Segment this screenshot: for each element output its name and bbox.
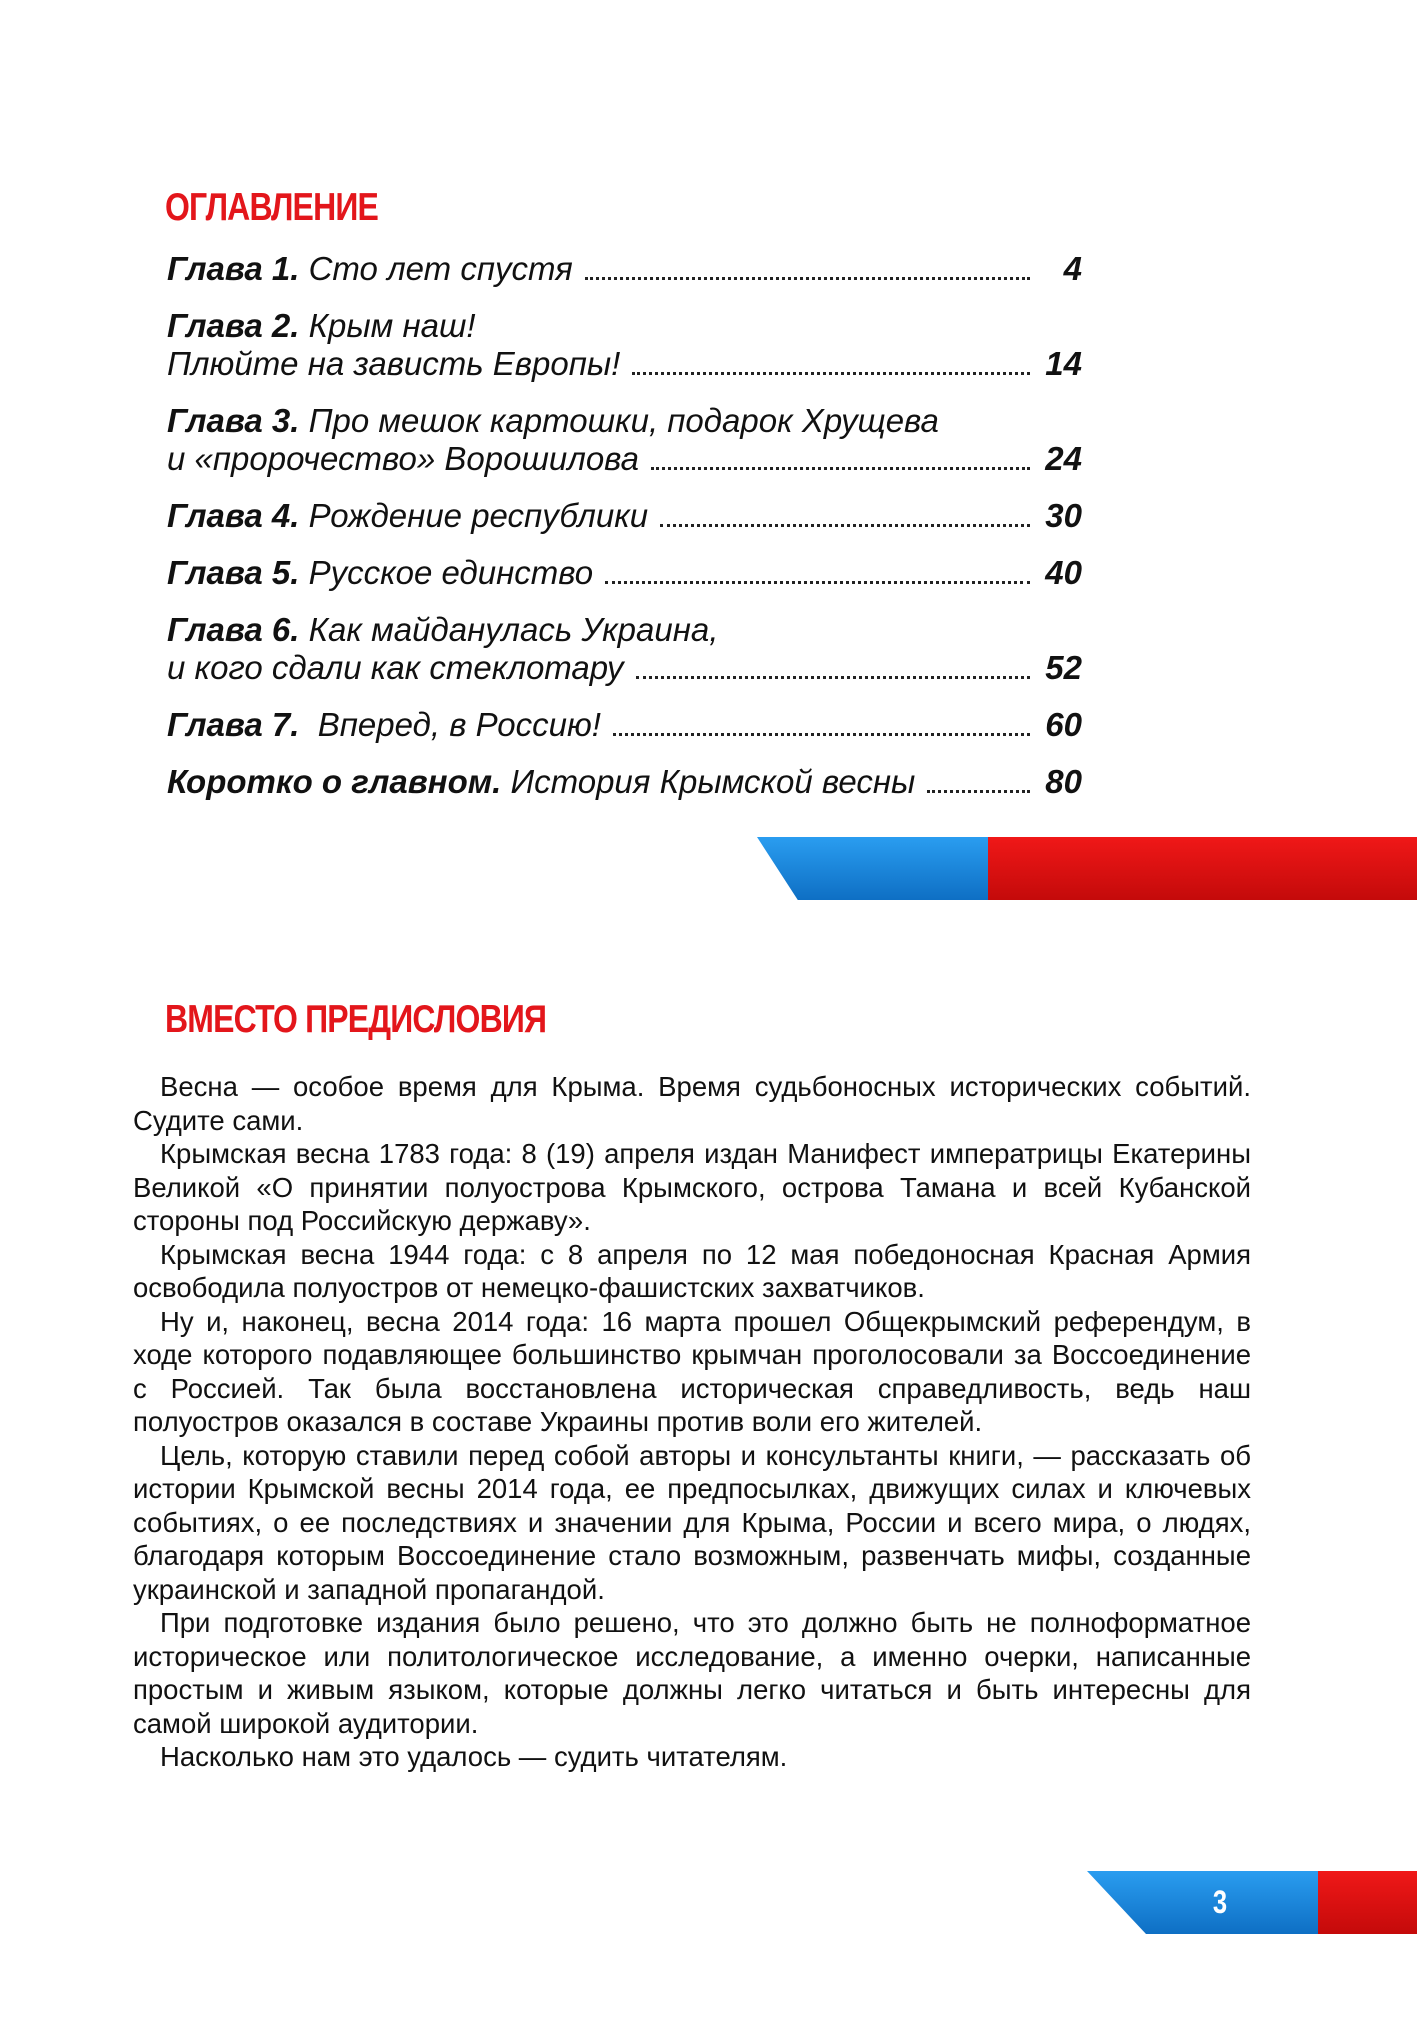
toc-entry-title-cont: и «пророчество» Ворошилова bbox=[167, 440, 640, 477]
toc-entry[interactable] bbox=[167, 763, 1082, 801]
toc-entry-label: Глава 4. bbox=[167, 497, 300, 534]
toc-entry-title: Рождение республики bbox=[308, 497, 649, 534]
toc-leader-dots bbox=[651, 467, 1030, 470]
toc-entry-title: Крым наш! bbox=[308, 307, 476, 344]
toc-entry[interactable] bbox=[167, 497, 1082, 535]
page-number: 3 bbox=[1212, 1884, 1228, 1920]
toc-entry[interactable] bbox=[167, 554, 1082, 592]
toc-leader-dots bbox=[927, 790, 1030, 793]
toc-entry-title-cont: и кого сдали как стеклотару bbox=[167, 649, 624, 686]
toc-entry-label: Глава 3. bbox=[167, 402, 300, 439]
toc-entry-title: Про мешок картошки, подарок Хрущева bbox=[308, 402, 939, 439]
toc-entry-title: Как майданулась Украина, bbox=[308, 611, 719, 648]
toc-leader-dots bbox=[636, 676, 1030, 679]
decorative-band-blue bbox=[757, 837, 997, 900]
toc-entry[interactable] bbox=[167, 706, 1082, 744]
toc-heading: ОГЛАВЛЕНИЕ bbox=[165, 186, 379, 229]
decorative-band-red bbox=[988, 837, 1417, 900]
toc-entry-label: Коротко о главном. bbox=[167, 763, 502, 800]
toc-entry-page: 4 bbox=[1063, 250, 1082, 287]
preface-paragraph: Крымская весна 1783 года: 8 (19) апреля издан Манифест императрицы Екатерины Великой «О принятии полуострова Крымского, острова Тамана и всей Кубанской стороны под Российскую державу». bbox=[133, 1138, 1251, 1236]
preface-paragraph: Насколько нам это удалось — судить читателям. bbox=[160, 1741, 788, 1772]
preface-body bbox=[133, 1070, 1251, 1774]
toc-entry[interactable] bbox=[167, 307, 1082, 383]
toc-entry-title: Русское единство bbox=[308, 554, 594, 591]
table-of-contents bbox=[167, 250, 1082, 801]
toc-leader-dots bbox=[632, 372, 1030, 375]
toc-leader-dots bbox=[585, 277, 1030, 280]
toc-entry-page: 80 bbox=[1045, 763, 1082, 800]
toc-entry-page: 24 bbox=[1045, 440, 1082, 477]
toc-entry-label: Глава 1. bbox=[167, 250, 300, 287]
footer-band-red bbox=[1318, 1871, 1417, 1934]
preface-paragraph: Ну и, наконец, весна 2014 года: 16 марта прошел Общекрымский референдум, в ходе которого подавляющее большинство крымчан проголосовали за Воссоединение с Россией. Так была восстановлена историческая справедливость, ведь наш полуостров оказался в составе Украины против воли его жителей. bbox=[133, 1305, 1251, 1437]
toc-leader-dots bbox=[613, 733, 1030, 736]
toc-entry-label: Глава 5. bbox=[167, 554, 300, 591]
toc-entry[interactable] bbox=[167, 250, 1082, 288]
toc-entry-label: Глава 7. bbox=[167, 706, 300, 743]
toc-leader-dots bbox=[605, 581, 1030, 584]
toc-entry-page: 60 bbox=[1045, 706, 1082, 743]
toc-entry[interactable] bbox=[167, 611, 1082, 687]
toc-entry-label: Глава 2. bbox=[167, 307, 300, 344]
toc-entry-title-cont: Плюйте на зависть Европы! bbox=[167, 345, 621, 382]
toc-entry-page: 52 bbox=[1045, 649, 1082, 686]
toc-leader-dots bbox=[660, 524, 1030, 527]
toc-entry-title: История Крымской весны bbox=[510, 763, 916, 800]
preface-paragraph: При подготовке издания было решено, что это должно быть не полноформатное историческое или политологическое исследование, а именно очерки, написанные простым и живым языком, которые должны легко читаться и быть интересны для самой широкой аудитории. bbox=[133, 1607, 1251, 1739]
toc-entry-label: Глава 6. bbox=[167, 611, 300, 648]
preface-heading: ВМЕСТО ПРЕДИСЛОВИЯ bbox=[165, 998, 547, 1041]
toc-entry-page: 14 bbox=[1045, 345, 1082, 382]
toc-entry[interactable] bbox=[167, 402, 1082, 478]
toc-entry-title: Вперед, в Россию! bbox=[308, 706, 601, 743]
preface-paragraph: Весна — особое время для Крыма. Время судьбоносных исторических событий. Судите сами. bbox=[133, 1071, 1251, 1136]
toc-entry-title: Сто лет спустя bbox=[308, 250, 573, 287]
toc-entry-page: 30 bbox=[1045, 497, 1082, 534]
preface-paragraph: Крымская весна 1944 года: с 8 апреля по 12 мая победоносная Красная Армия освободила полуостров от немецко-фашистских захватчиков. bbox=[133, 1238, 1251, 1303]
preface-paragraph: Цель, которую ставили перед собой авторы и консультанты книги, — рассказать об истории Крымской весны 2014 года, ее предпосылках, движущих силах и ключевых событиях, о ее последствиях и значении для Крыма, России и всего мира, о людях, благодаря которым Воссоединение стало возможным, развенчать мифы, созданные украинской и западной пропагандой. bbox=[133, 1439, 1251, 1605]
toc-entry-page: 40 bbox=[1045, 554, 1082, 591]
